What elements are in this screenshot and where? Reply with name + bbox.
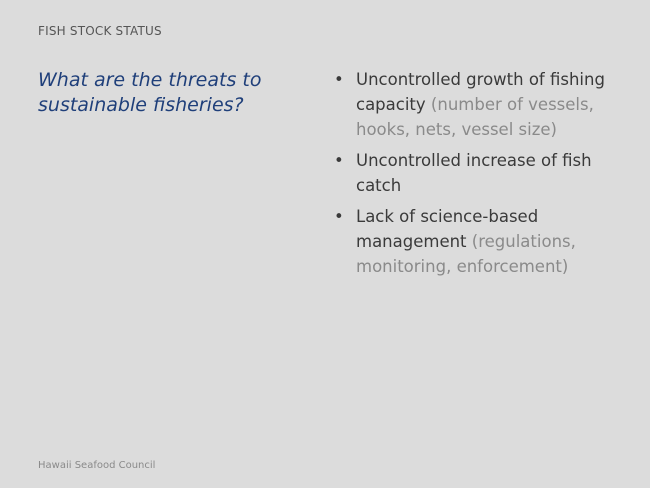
bullet-dot-icon: • [334, 151, 344, 170]
bullet-detail-text: (number of vessels, hooks, nets, vessel size) [356, 95, 594, 139]
bullet-main-text: Uncontrolled increase of fish catch [356, 151, 592, 195]
bullet-item [332, 67, 632, 142]
bullet-list [332, 67, 632, 285]
bullet-item [332, 204, 632, 279]
bullet-detail-text: (regulations, monitoring, enforcement) [356, 232, 576, 276]
slide-question: What are the threats to sustainable fisheries? [38, 69, 262, 116]
footer-text: Hawaii Seafood Council [38, 460, 156, 471]
bullet-item [332, 148, 632, 198]
bullet-dot-icon: • [334, 207, 344, 226]
section-label: FISH STOCK STATUS [38, 24, 162, 38]
bullet-main-text: Uncontrolled growth of fishing capacity [356, 70, 605, 114]
bullet-main-text: Lack of science-based management [356, 207, 539, 251]
bullet-dot-icon: • [334, 70, 344, 89]
